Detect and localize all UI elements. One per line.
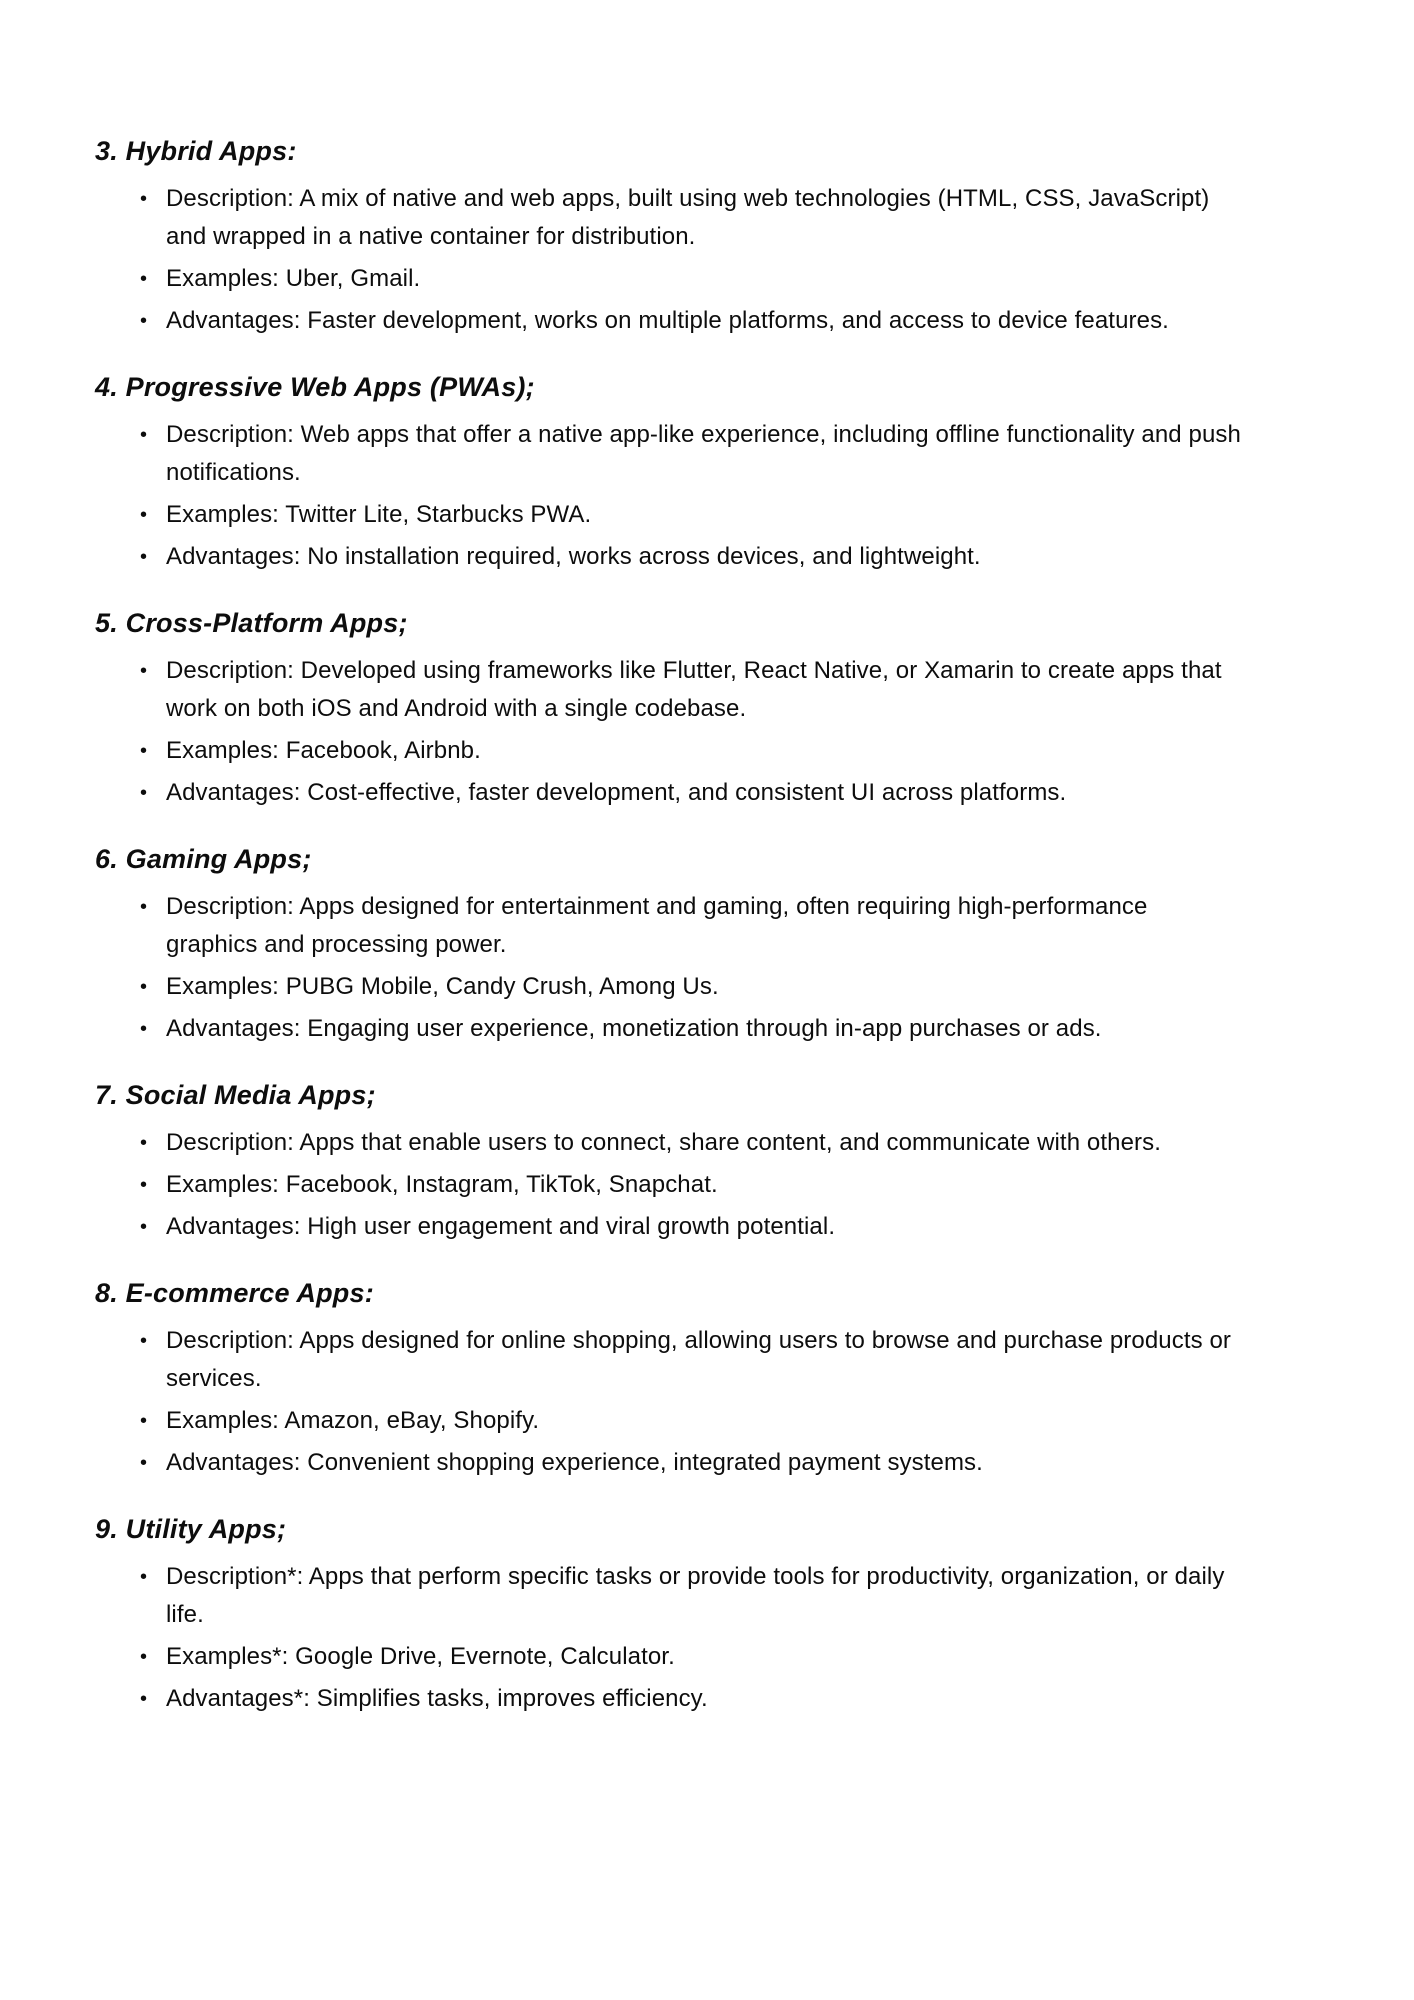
list-item (95, 1402, 1329, 1440)
bullet-text: Advantages*: Simplifies tasks, improves efficiency. (166, 1685, 708, 1712)
list-item (95, 180, 1329, 256)
bullet-dot-icon: • (140, 782, 148, 804)
bullet-text: Advantages: Cost-effective, faster development, and consistent UI across platforms. (166, 779, 1067, 806)
bullet-dot-icon: • (140, 896, 148, 918)
list-item (95, 1010, 1329, 1048)
bullet-text: Examples: Facebook, Airbnb. (166, 737, 481, 764)
section-heading: 6. Gaming Apps; (95, 844, 312, 874)
bullet-text: Examples: Amazon, eBay, Shopify. (166, 1407, 540, 1434)
bullet-text: Description: Developed using frameworks like Flutter, React Native, or Xamarin to create apps that work on both iOS and Android with a single codebase. (166, 657, 1222, 722)
bullet-list (95, 1124, 1329, 1246)
bullet-text: Examples*: Google Drive, Evernote, Calculator. (166, 1643, 675, 1670)
bullet-dot-icon: • (140, 504, 148, 526)
bullet-text: Examples: Twitter Lite, Starbucks PWA. (166, 501, 592, 528)
bullet-text: Description: A mix of native and web apps, built using web technologies (HTML, CSS, JavaScript) and wrapped in a native container for distribution. (166, 185, 1210, 250)
bullet-dot-icon: • (140, 1216, 148, 1238)
bullet-dot-icon: • (140, 546, 148, 568)
section-heading: 9. Utility Apps; (95, 1514, 287, 1544)
list-item (95, 1558, 1329, 1634)
bullet-text: Advantages: Convenient shopping experience, integrated payment systems. (166, 1449, 983, 1476)
bullet-text: Description*: Apps that perform specific tasks or provide tools for productivity, organization, or daily life. (166, 1563, 1225, 1628)
list-item (95, 888, 1329, 964)
section-heading: 5. Cross-Platform Apps; (95, 608, 408, 638)
list-item (95, 260, 1329, 298)
section-hybrid-apps (95, 134, 1329, 340)
bullet-list (95, 888, 1329, 1048)
bullet-list (95, 180, 1329, 340)
bullet-dot-icon: • (140, 740, 148, 762)
bullet-list (95, 416, 1329, 576)
bullet-dot-icon: • (140, 1566, 148, 1588)
section-utility-apps (95, 1512, 1329, 1718)
list-item (95, 1166, 1329, 1204)
bullet-list (95, 652, 1329, 812)
bullet-dot-icon: • (140, 660, 148, 682)
bullet-text: Advantages: Engaging user experience, monetization through in-app purchases or ads. (166, 1015, 1102, 1042)
list-item (95, 496, 1329, 534)
bullet-dot-icon: • (140, 310, 148, 332)
list-item (95, 1124, 1329, 1162)
list-item (95, 732, 1329, 770)
list-item (95, 538, 1329, 576)
section-social-media-apps (95, 1078, 1329, 1246)
section-heading: 8. E-commerce Apps: (95, 1278, 374, 1308)
list-item (95, 1322, 1329, 1398)
bullet-dot-icon: • (140, 1452, 148, 1474)
bullet-text: Advantages: Faster development, works on multiple platforms, and access to device features. (166, 307, 1169, 334)
bullet-dot-icon: • (140, 1688, 148, 1710)
bullet-dot-icon: • (140, 976, 148, 998)
bullet-dot-icon: • (140, 1410, 148, 1432)
bullet-dot-icon: • (140, 1018, 148, 1040)
bullet-dot-icon: • (140, 188, 148, 210)
bullet-text: Description: Apps designed for online shopping, allowing users to browse and purchase products or services. (166, 1327, 1231, 1392)
bullet-text: Description: Web apps that offer a native app-like experience, including offline functionality and push notifications. (166, 421, 1241, 486)
bullet-dot-icon: • (140, 1174, 148, 1196)
list-item (95, 774, 1329, 812)
section-cross-platform-apps (95, 606, 1329, 812)
section-heading: 3. Hybrid Apps: (95, 136, 297, 166)
list-item (95, 302, 1329, 340)
section-heading: 4. Progressive Web Apps (PWAs); (95, 372, 535, 402)
bullet-text: Examples: Uber, Gmail. (166, 265, 421, 292)
list-item (95, 652, 1329, 728)
bullet-text: Examples: PUBG Mobile, Candy Crush, Among Us. (166, 973, 719, 1000)
bullet-list (95, 1322, 1329, 1482)
section-heading: 7. Social Media Apps; (95, 1080, 376, 1110)
list-item (95, 1638, 1329, 1676)
bullet-dot-icon: • (140, 424, 148, 446)
bullet-text: Description: Apps designed for entertainment and gaming, often requiring high-performance graphics and processing power. (166, 893, 1148, 958)
list-item (95, 968, 1329, 1006)
list-item (95, 1680, 1329, 1718)
section-gaming-apps (95, 842, 1329, 1048)
bullet-list (95, 1558, 1329, 1718)
list-item (95, 416, 1329, 492)
bullet-dot-icon: • (140, 268, 148, 290)
bullet-dot-icon: • (140, 1646, 148, 1668)
bullet-text: Description: Apps that enable users to connect, share content, and communicate with others. (166, 1129, 1161, 1156)
bullet-text: Advantages: No installation required, works across devices, and lightweight. (166, 543, 981, 570)
bullet-dot-icon: • (140, 1132, 148, 1154)
list-item (95, 1208, 1329, 1246)
bullet-text: Examples: Facebook, Instagram, TikTok, Snapchat. (166, 1171, 718, 1198)
list-item (95, 1444, 1329, 1482)
bullet-dot-icon: • (140, 1330, 148, 1352)
section-ecommerce-apps (95, 1276, 1329, 1482)
bullet-text: Advantages: High user engagement and viral growth potential. (166, 1213, 836, 1240)
section-progressive-web-apps (95, 370, 1329, 576)
